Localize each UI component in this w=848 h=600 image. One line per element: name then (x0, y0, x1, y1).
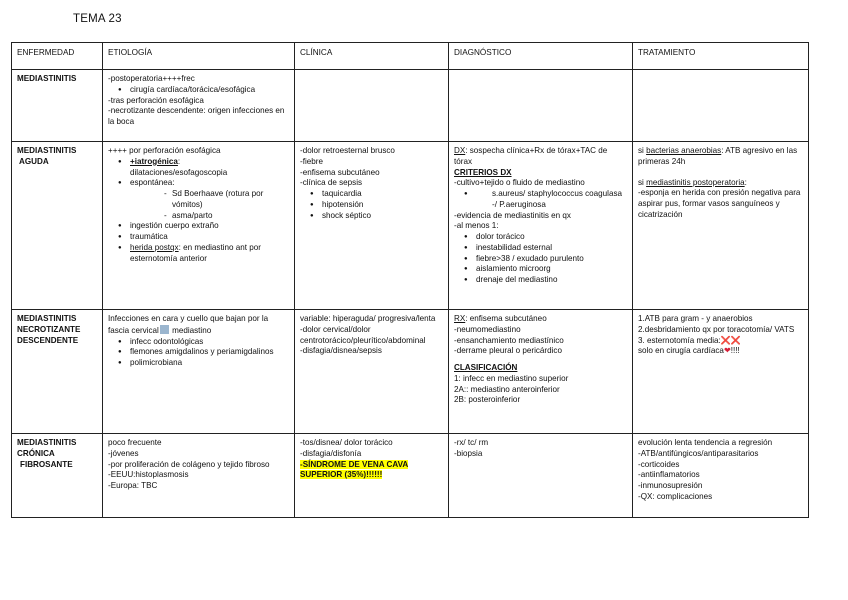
etiologia-cell (103, 142, 295, 310)
text-line: 2A:: mediastino anteroinferior (454, 384, 560, 394)
tratamiento-cell (633, 310, 809, 434)
sub-bullet-item: - Sd Boerhaave (rotura por vómitos) (108, 189, 289, 211)
text-line: 2B: posteroinferior (454, 395, 521, 405)
text-line: -enfisema subcutáneo (300, 167, 380, 177)
text-line: Infecciones en cara y cuello que bajan por la fascia cervical mediastino (108, 314, 269, 335)
bullet-item: ● aislamiento microorg (454, 264, 627, 275)
clinica-cell (295, 142, 449, 310)
text-line: -inmunosupresión (638, 481, 703, 490)
text-line: poco frecuente (108, 438, 162, 447)
clinica-cell (295, 310, 449, 434)
text-line: -postoperatoria++++frec (108, 74, 195, 83)
text-line: -tos/disnea/ dolor torácico (300, 438, 393, 447)
text-line: 1.ATB para gram - y anaerobios (638, 314, 753, 323)
bullet-item: ● polimicrobiana (108, 358, 289, 369)
text-line: -evidencia de mediastinitis en qx (454, 210, 571, 220)
sub-bullet-item: - asma/parto (108, 211, 289, 222)
text-line: ++++ por perforación esofágica (108, 146, 221, 155)
text-line: -necrotizante descendente: origen infecciones en la boca (108, 106, 285, 126)
tratamiento-cell (633, 70, 809, 142)
bullet-item: ● ingestión cuerpo extraño (108, 221, 289, 232)
text-line: si mediastinitis postoperatoria: (638, 177, 747, 187)
clinica-cell (295, 70, 449, 142)
disease-name: MEDIASTINITIS (17, 146, 77, 155)
text-line: -jóvenes (108, 448, 139, 458)
bullet-item: ● inestabilidad esternal (454, 243, 627, 254)
disease-name-cell (12, 70, 103, 142)
text-line: 1: infecc en mediastino superior (454, 373, 569, 383)
bullet-item: ● dolor torácico (454, 232, 627, 243)
bullet-item: ● cirugía cardíaca/torácica/esofágica (108, 85, 289, 96)
header-row (12, 43, 809, 70)
table-row (12, 434, 809, 518)
text-line: -clínica de sepsis (300, 178, 363, 188)
text-line: -al menos 1: (454, 221, 499, 231)
text-line: -biopsia (454, 448, 483, 458)
bullet-item: ● infecc odontológicas (108, 337, 289, 348)
text-line: -dolor cervical/dolor centrotorácico/pleurítico/abdominal (300, 324, 426, 345)
bullet-item: ● traumática (108, 232, 289, 243)
text-line: -ensanchamiento mediastínico (454, 335, 564, 345)
text-line: -ATB/antifúngicos/antiparasitarios (638, 448, 759, 458)
text-line: -cultivo+tejido o fluido de mediastino (454, 178, 585, 188)
disease-name-cell (12, 142, 103, 310)
table-row (12, 142, 809, 310)
text-line: -disfagia/disfonía (300, 448, 362, 458)
diagnostico-cell (449, 434, 633, 518)
header-enfermedad: ENFERMEDAD (12, 43, 103, 70)
disease-name: MEDIASTINITIS (17, 314, 77, 323)
clinica-cell (295, 434, 449, 518)
text-line: -tras perforación esofágica (108, 95, 204, 105)
etiologia-cell (103, 434, 295, 518)
section-heading: CLASIFICACIÓN (454, 363, 518, 372)
text-line: si bacterias anaerobias: ATB agresivo en las primeras 24h (638, 146, 798, 166)
table-row (12, 70, 809, 142)
text-line: solo en cirugía cardíaca❤!!!! (638, 346, 740, 356)
tratamiento-cell (633, 434, 809, 518)
heart-icon: ❤ (723, 346, 731, 356)
disease-name-cell (12, 434, 103, 518)
text-line: -disfagia/disnea/sepsis (300, 346, 382, 356)
bullet-item: ● espontánea: (108, 178, 289, 189)
disease-name: DESCENDENTE (17, 335, 79, 345)
text-line: -dolor retroesternal brusco (300, 146, 395, 155)
text-line: -QX: complicaciones (638, 491, 713, 501)
diagnostico-cell (449, 70, 633, 142)
disease-name: NECROTIZANTE (17, 324, 81, 334)
text-line: -rx/ tc/ rm (454, 438, 489, 447)
table-row (12, 310, 809, 434)
text-line: 2.desbridamiento qx por toracotomía/ VATS (638, 324, 795, 334)
text-line: -EEUU:histoplasmosis (108, 470, 189, 480)
text-line: -esponja en herida con presión negativa para aspirar pus, formar vasos sanguíneos y cicatrización (638, 188, 801, 219)
text-line: RX: enfisema subcutáneo (454, 314, 547, 323)
disease-name: FIBROSANTE (20, 459, 73, 469)
text-line: DX: sospecha clínica+Rx de tórax+TAC de tórax (454, 146, 608, 166)
disease-name: MEDIASTINITIS (17, 74, 77, 83)
text-line: -corticoides (638, 459, 680, 469)
text-line: -derrame pleural o pericárdico (454, 346, 562, 356)
diagnostico-cell (449, 310, 633, 434)
text-line: dilataciones/esofagoscopia (130, 167, 228, 177)
cross-mark-icon: ❌❌ (720, 335, 741, 345)
bullet-item: ● fiebre>38 / exudado purulento (454, 254, 627, 265)
etiologia-cell (103, 310, 295, 434)
header-tratamiento: TRATAMIENTO (633, 43, 809, 70)
etiologia-cell (103, 70, 295, 142)
text-line: variable: hiperaguda/ progresiva/lenta (300, 314, 436, 323)
bullet-item: ● herida postqx: en mediastino ant por esternotomía anterior (108, 243, 289, 265)
arrow-icon (160, 325, 169, 334)
header-clinica: CLÍNICA (295, 43, 449, 70)
text-line: -neumomediastino (454, 324, 521, 334)
summary-table (11, 42, 809, 518)
text-line: evolución lenta tendencia a regresión (638, 438, 773, 447)
diagnostico-cell (449, 142, 633, 310)
page-title: TEMA 23 (73, 13, 122, 25)
section-heading: CRITERIOS DX (454, 167, 512, 177)
header-etiologia: ETIOLOGÍA (103, 43, 295, 70)
text-line: -antiinflamatorios (638, 470, 700, 480)
text-line: 3. esternotomía media:❌❌ (638, 335, 741, 345)
disease-name-cell (12, 310, 103, 434)
bullet-item: ● hipotensión (300, 200, 443, 211)
bullet-item: ● shock séptico (300, 211, 443, 222)
bullet-item: ● taquicardia (300, 189, 443, 200)
disease-name: MEDIASTINITIS (17, 438, 77, 447)
highlighted-text: -SÍNDROME DE VENA CAVA SUPERIOR (35%)!!!!!! (300, 459, 409, 480)
disease-name: CRÓNICA (17, 448, 55, 458)
text-line: -fiebre (300, 156, 323, 166)
bullet-item: ● drenaje del mediastino (454, 275, 627, 286)
bullet-item: ● s.aureus/ staphylococcus coagulasa -/ P.aeruginosa (454, 189, 627, 211)
text-line: -por proliferación de colágeno y tejido fibroso (108, 459, 270, 469)
disease-name: AGUDA (19, 156, 49, 166)
text-line: -Europa: TBC (108, 481, 158, 490)
header-diagnostico: DIAGNÓSTICO (449, 43, 633, 70)
tratamiento-cell (633, 142, 809, 310)
bullet-item: ● +iatrogénica: (108, 157, 289, 168)
bullet-item: ● flemones amigdalinos y periamigdalinos (108, 347, 289, 358)
